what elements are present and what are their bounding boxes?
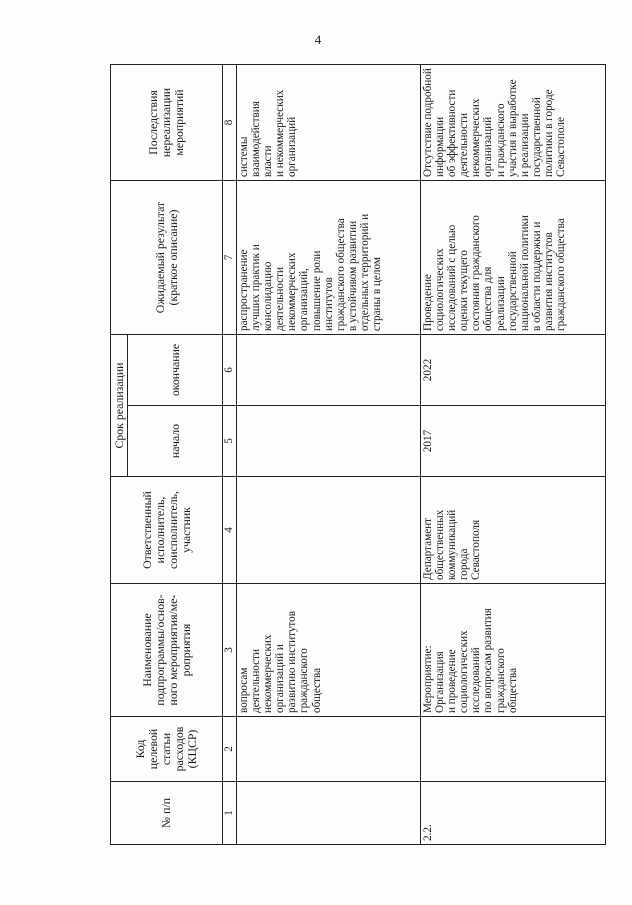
row-name: Мероприятие: Организация и проведение социологических исследований по вопросам развития гражданского общества [421, 584, 606, 717]
measures-table [110, 64, 606, 845]
column-number: 5 [223, 406, 237, 477]
row-consequences: системы взаимодействия власти и некоммерческих организаций [237, 65, 421, 181]
header-result: Ожидаемый результат (краткое описание) [111, 181, 223, 335]
header-start: начало [128, 406, 223, 477]
row-result: Проведение социологических исследований с целью оценки текущего состояния гражданского общества для реализации государственной национальной политики в области поддержки и развития институтов гражданского общества [421, 181, 606, 335]
row-end: 2022 [421, 335, 606, 406]
row-result: распространение лучших практик и консолидацию деятельности некоммерческих организаций, повышение роли институтов гражданского общества в устойчивом развитии отдельных территорий и страны в целом [237, 181, 421, 335]
column-number: 2 [223, 717, 237, 782]
row-code [237, 717, 421, 782]
column-number: 7 [223, 181, 237, 335]
header-end: окончание [128, 335, 223, 406]
row-end [237, 335, 421, 406]
table-row [421, 65, 606, 845]
header-num: № п/п [111, 782, 223, 845]
row-name: вопросам деятельности некоммерческих организаций и развитию институтов гражданского общества [237, 584, 421, 717]
header-consequences: Последствия нереализации мероприятий [111, 65, 223, 181]
header-executor: Ответственный исполнитель, соисполнитель, участник [111, 477, 223, 584]
column-number: 8 [223, 65, 237, 181]
row-num [237, 782, 421, 845]
page-number: 4 [314, 32, 322, 47]
row-executor [237, 477, 421, 584]
header-term: Срок реализации [111, 335, 128, 477]
row-start: 2017 [421, 406, 606, 477]
row-start [237, 406, 421, 477]
column-number: 3 [223, 584, 237, 717]
header-code: Код целевой статьи расходов (КЦСР) [111, 717, 223, 782]
row-code [421, 717, 606, 782]
row-num: 2.2. [421, 782, 606, 845]
row-executor: Департамент общественных коммуникаций города Севастополя [421, 477, 606, 584]
table-row [237, 65, 421, 845]
column-number: 4 [223, 477, 237, 584]
rotated-table-container [110, 65, 595, 845]
row-consequences: Отсутствие подробной информации об эффективности деятельности некоммерческих организаций и гражданского участия в выработке и реализации государственной политики в городе Севастополе [421, 65, 606, 181]
header-name: Наименование подпрограммы/основ-ного мероприятия/ме-роприятия [111, 584, 223, 717]
column-number: 6 [223, 335, 237, 406]
column-number: 1 [223, 782, 237, 845]
